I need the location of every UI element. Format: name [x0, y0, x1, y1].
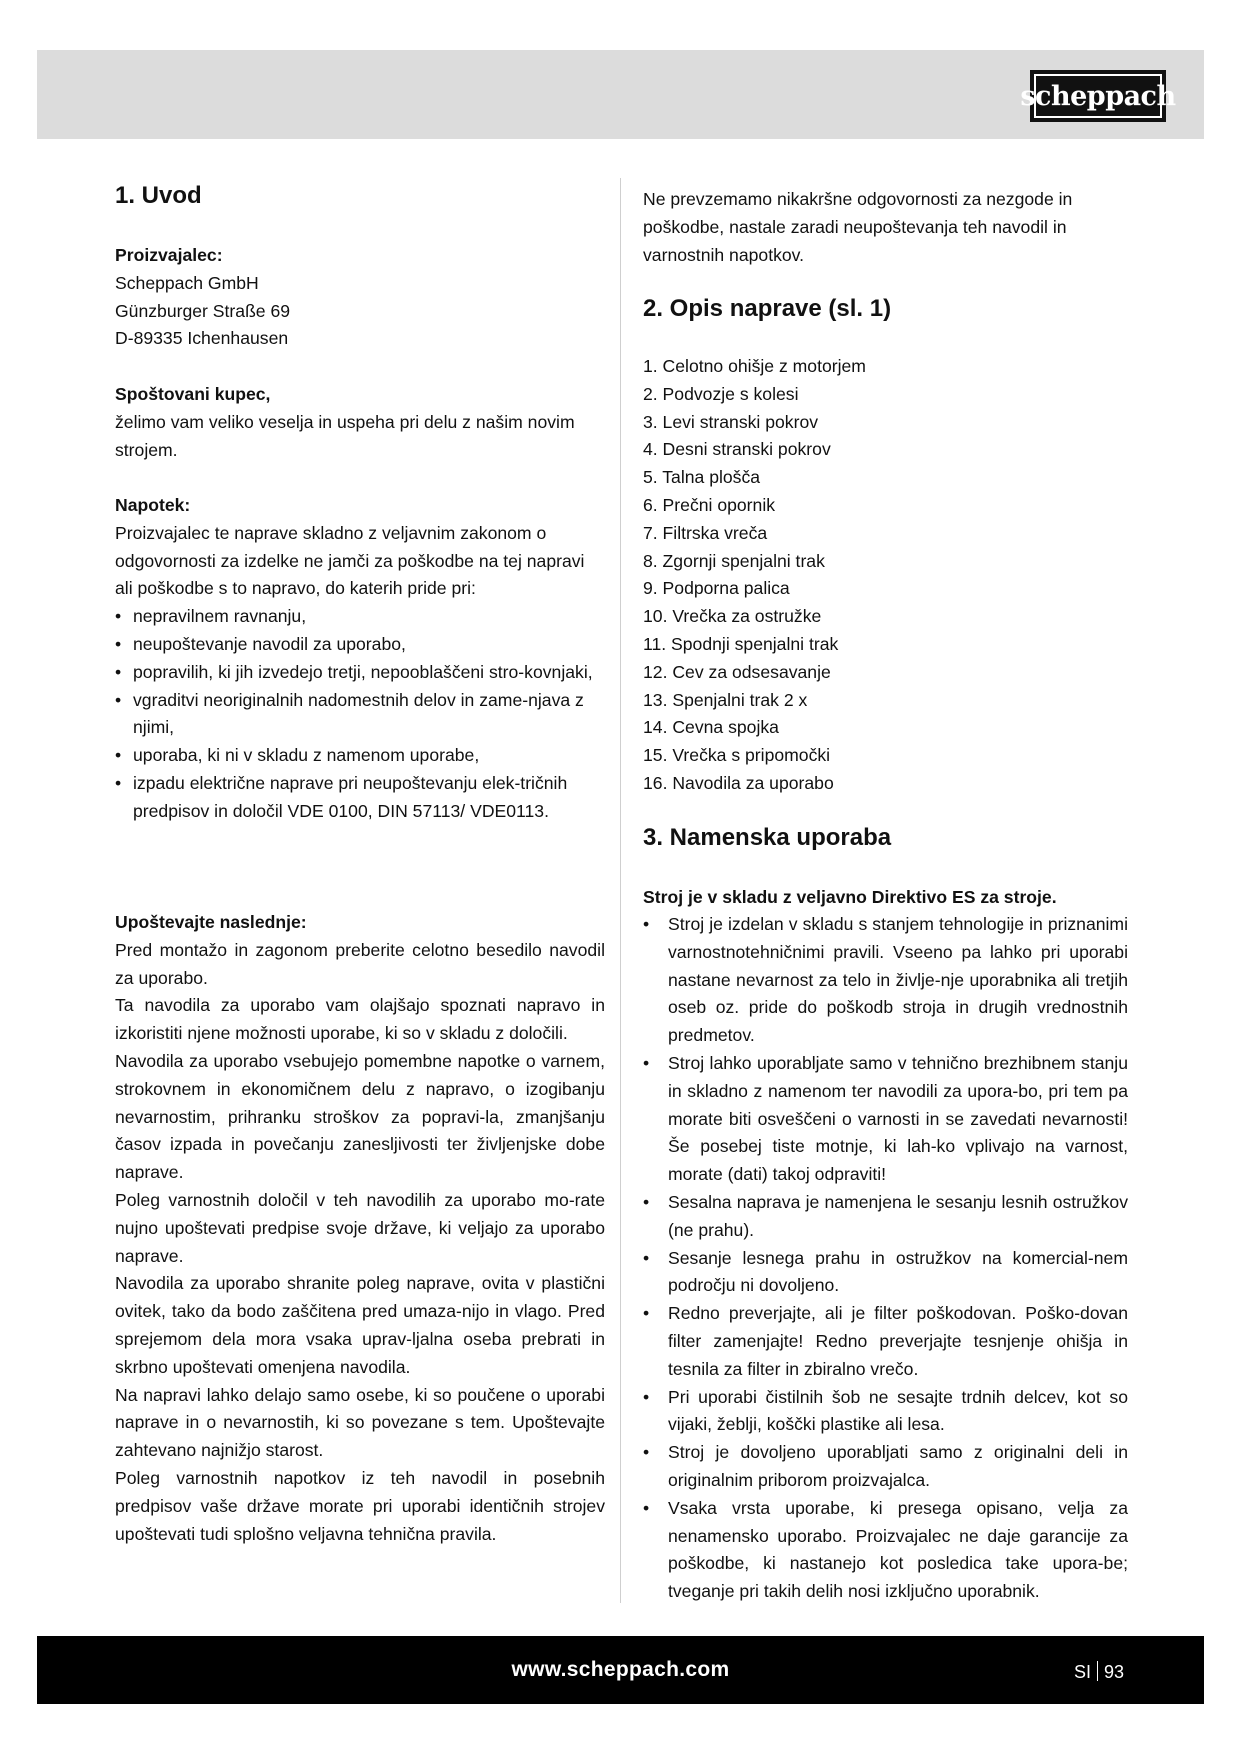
manufacturer-block — [115, 242, 605, 353]
list-item: 10. Vrečka za ostružke — [643, 606, 822, 627]
paragraph: Navodila za uporabo shranite poleg naprave, ovita v plastični ovitek, tako da bodo zaščitena pred umaza-nijo in vlago. Pred sprejemom dela mora vsaka uprav-ljalna oseba prebrati in skrbno upoštevati omenjena navodila. — [115, 1273, 605, 1377]
paragraph: Navodila za uporabo vsebujejo pomembne napotke o varnem, strokovnem in ekonomičnem delu z napravo, o izogibanju nevarnostim, prihranku stroškov za popravi-la, zmanjšanju časov izpada in povečanju zanesljivosti ter življenjske dobe naprave. — [115, 1050, 605, 1183]
list-item: 16. Navodila za uporabo — [643, 772, 834, 793]
page-separator — [1097, 1661, 1098, 1681]
list-item: • Stroj je izdelan v skladu s stanjem tehnologije in priznanimi varnostnotehničnimi pravili. Vseeno pa lahko pri uporabi nastane nevarnost za telo in življe-nje uporabnika ali tretjih oseb oz. pride do poškodb stroja in drugih vrednostnih predmetov. — [643, 911, 1128, 1050]
footer-band — [37, 1636, 1204, 1704]
list-item: 4. Desni stranski pokrov — [643, 439, 831, 460]
section-3-title: 3. Namenska uporaba — [643, 824, 892, 851]
list-item: 12. Cev za odsesavanje — [643, 661, 831, 682]
list-item: 5. Talna plošča — [643, 467, 761, 488]
manufacturer-label: Proizvajalec: — [115, 245, 223, 265]
list-item: 13. Spenjalni trak 2 x — [643, 689, 808, 710]
observe-title: Upoštevajte naslednje: — [115, 912, 307, 932]
greeting-title: Spoštovani kupec, — [115, 384, 271, 404]
section-1-title: 1. Uvod — [115, 182, 202, 209]
list-item: • Redno preverjajte, ali je filter poškodovan. Poško-dovan filter zamenjajte! Redno preverjajte tesnjenje ohišja in tesnila za filter in zbiralno vrečo. — [643, 1300, 1128, 1383]
scheppach-logo — [1020, 70, 1176, 122]
list-item: 15. Vrečka s pripomočki — [643, 745, 831, 766]
list-item: 6. Prečni opornik — [643, 494, 776, 515]
list-item: 11. Spodnji spenjalni trak — [643, 633, 839, 654]
list-item: • nepravilnem ravnanju, — [115, 603, 605, 631]
paragraph: Poleg varnostnih določil v teh navodilih za uporabo mo-rate nujno upoštevati predpise svoje države, ki veljajo za uporabo naprave. — [115, 1189, 605, 1266]
section-2-title: 2. Opis naprave (sl. 1) — [643, 295, 892, 322]
list-item: • uporaba, ki ni v skladu z namenom uporabe, — [115, 742, 605, 770]
intended-use-list — [643, 911, 1128, 1606]
intended-use-intro: Stroj je v skladu z veljavno Direktivo ES za stroje. — [643, 887, 1057, 907]
list-item: • Stroj lahko uporabljate samo v tehnično brezhibnem stanju in skladno z namenom ter navodili za upora-bo, pri tem pa morate biti osveščeni o varnosti in se zavedati nevarnosti! Še posebej tiste motnje, ki lah-ko vplivajo na varnost, morate (dati) takoj odpraviti! — [643, 1050, 1128, 1189]
note-block — [115, 492, 605, 826]
greeting-text: želimo vam veliko veselja in uspeha pri delu z našim novim strojem. — [115, 411, 575, 460]
paragraph: Pred montažo in zagonom preberite celotno besedilo navodil za uporabo. — [115, 939, 605, 988]
manufacturer-line: D-89335 Ichenhausen — [115, 328, 289, 349]
list-item: • neupoštevanje navodil za uporabo, — [115, 631, 605, 659]
list-item: • Stroj je dovoljeno uporabljati samo z originalni deli in originalnim priborom proizvajalca. — [643, 1439, 1128, 1495]
list-item: 8. Zgornji spenjalni trak — [643, 550, 825, 571]
note-text: Proizvajalec te naprave skladno z veljavnim zakonom o odgovornosti za izdelke ne jamči za poškodbe na tej napravi ali poškodbe s to napravo, do katerih pride pri: — [115, 522, 585, 599]
column-divider — [620, 178, 621, 1603]
note-bullet-list — [115, 603, 605, 825]
list-item: 2. Podvozje s kolesi — [643, 383, 799, 404]
list-item: • izpadu električne naprave pri neupoštevanju elek-tričnih predpisov in določil VDE 0100, DIN 57113/ VDE0113. — [115, 770, 605, 826]
page-number — [1074, 1661, 1124, 1683]
footer-website-link[interactable]: www.scheppach.com — [511, 1658, 730, 1681]
observe-block — [115, 909, 605, 1548]
note-title: Napotek: — [115, 495, 191, 515]
greeting-block — [115, 381, 605, 464]
list-item: • popravilih, ki jih izvedejo tretji, nepooblaščeni stro-kovnjaki, — [115, 659, 605, 687]
manufacturer-line: Scheppach GmbH — [115, 272, 259, 293]
parts-list — [643, 353, 1128, 798]
page-number-value: 93 — [1103, 1662, 1124, 1682]
paragraph: Na napravi lahko delajo samo osebe, ki so poučene o uporabi naprave in o nevarnostih, ki so povezane s tem. Upoštevajte zahtevano najnižjo starost. — [115, 1384, 605, 1461]
list-item: 7. Filtrska vreča — [643, 522, 768, 543]
list-item: 3. Levi stranski pokrov — [643, 411, 819, 432]
list-item: 9. Podporna palica — [643, 578, 790, 599]
liability-text: Ne prevzemamo nikakršne odgovornosti za nezgode in poškodbe, nastale zaradi neupoštevanja teh navodil in varnostnih napotkov. — [643, 189, 1073, 265]
list-item: 1. Celotno ohišje z motorjem — [643, 356, 866, 376]
language-code: SI — [1073, 1662, 1091, 1682]
list-item: 14. Cevna spojka — [643, 717, 779, 738]
paragraph: Ta navodila za uporabo vam olajšajo spoznati napravo in izkoristiti njene možnosti uporabe, ki so v skladu z določili. — [115, 995, 605, 1044]
list-item: • Vsaka vrsta uporabe, ki presega opisano, velja za nenamensko uporabo. Proizvajalec ne daje garancije za poškodbe, ki nastanejo kot posledica take upora-be; tveganje pri takih delih nosi izključno uporabnik. — [643, 1495, 1128, 1606]
paragraph: Poleg varnostnih napotkov iz teh navodil in posebnih predpisov vaše države morate pri uporabi identičnih strojev upoštevati tudi splošno veljavna tehnična pravila. — [115, 1467, 605, 1544]
list-item: • Sesalna naprava je namenjena le sesanju lesnih ostružkov (ne prahu). — [643, 1189, 1128, 1245]
list-item: • vgraditvi neoriginalnih nadomestnih delov in zame-njava z njimi, — [115, 687, 605, 743]
logo-text: scheppach — [1020, 80, 1176, 112]
list-item: • Pri uporabi čistilnih šob ne sesajte trdnih delcev, kot so vijaki, žeblji, koščki plastike ali lesa. — [643, 1384, 1128, 1440]
list-item: • Sesanje lesnega prahu in ostružkov na komercial-nem področju ni dovoljeno. — [643, 1245, 1128, 1301]
manufacturer-line: Günzburger Straße 69 — [115, 300, 291, 321]
